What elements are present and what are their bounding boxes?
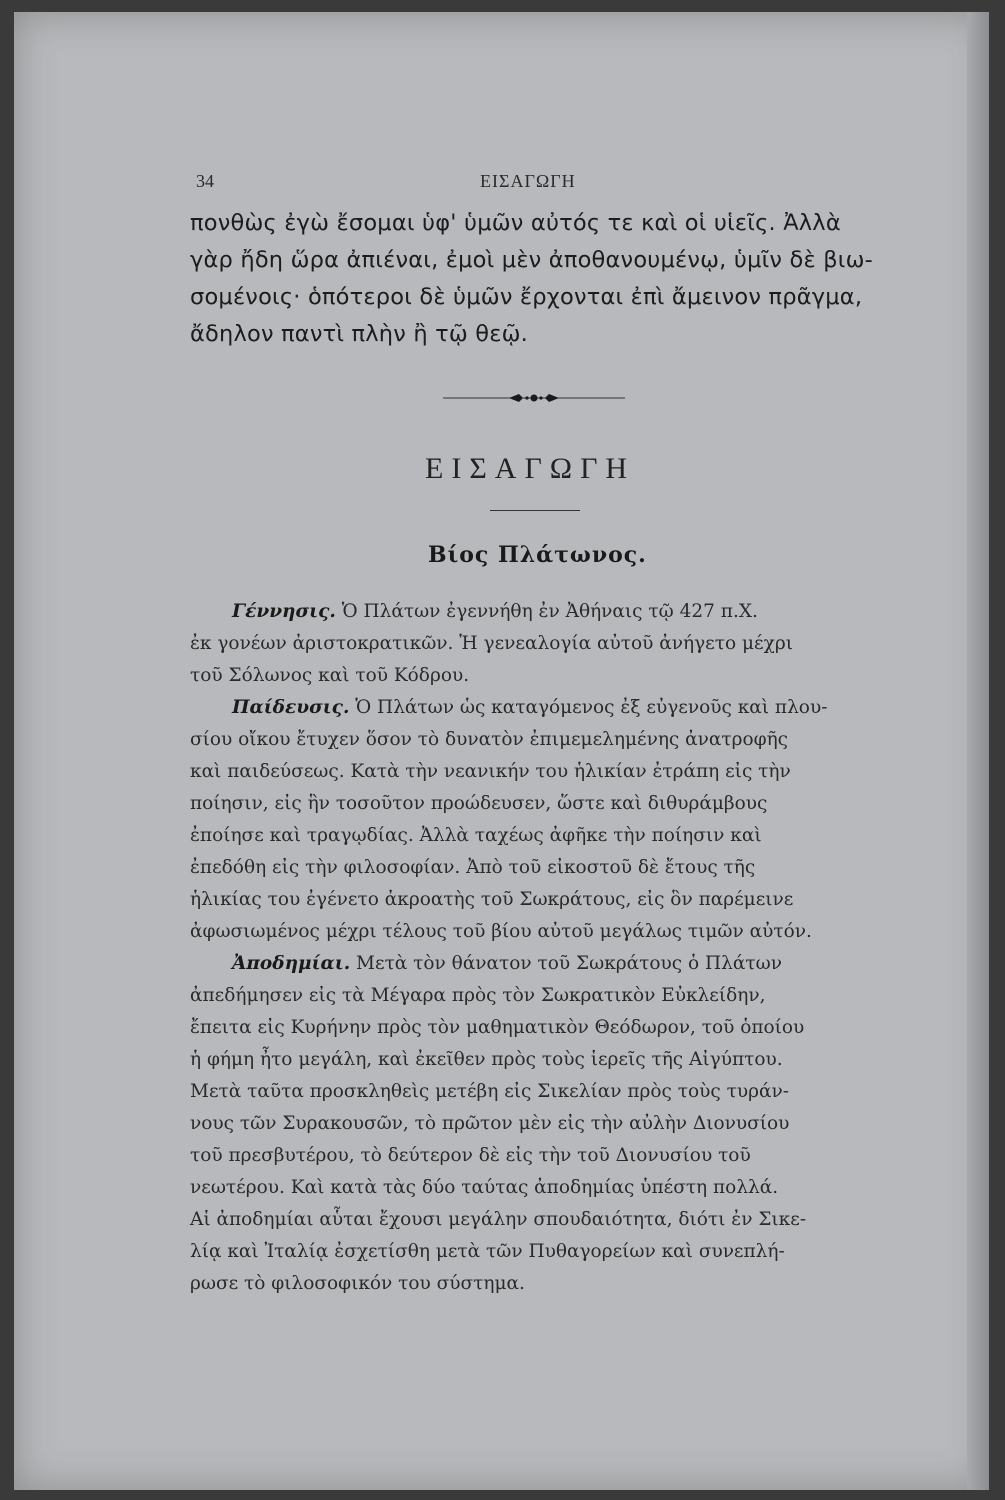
section-title: ΕΙΣΑΓΩΓΗ [425,452,636,485]
paragraph-line: καὶ παιδεύσεως. Κατὰ τὴν νεανικήν του ἡλικίαν ἐτράπη εἰς τὴν [190,761,791,782]
ornament-divider-icon [443,388,625,408]
quote-line: ἄδηλον παντὶ πλὴν ἢ τῷ θεῷ. [190,321,529,347]
quote-line: πονθὼς ἐγὼ ἔσομαι ὑφ' ὑμῶν αὐτός τε καὶ οἱ υἱεῖς. Ἀλλὰ [190,210,841,236]
body-text [190,596,878,1300]
paragraph-line: ἡ φήμη ἦτο μεγάλη, καὶ ἐκεῖθεν πρὸς τοὺς ἱερεῖς τῆς Αἰγύπτου. [190,1049,783,1070]
quote-line: σομένοις· ὁπότεροι δὲ ὑμῶν ἔρχονται ἐπὶ ἄμεινον πρᾶγμα, [190,284,863,310]
paragraph-line: σίου οἴκου ἔτυχεν ὅσον τὸ δυνατὸν ἐπιμεμελημένης ἀνατροφῆς [190,729,789,750]
paragraph-line: τοῦ Σόλωνος καὶ τοῦ Κόδρου. [190,665,470,686]
section-rule [490,510,580,511]
paragraph-line: Μετὰ ταῦτα προσκληθεὶς μετέβη εἰς Σικελίαν πρὸς τοὺς τυράν- [190,1081,789,1102]
paragraph-line: Αἱ ἀποδημίαι αὗται ἔχουσι μεγάλην σπουδαιότητα, διότι ἐν Σικε- [190,1209,807,1230]
paragraph-line: ἀπεδήμησεν εἰς τὰ Μέγαρα πρὸς τὸν Σωκρατικὸν Εὐκλείδην, [190,985,766,1006]
paragraph-line: ἐπεδόθη εἰς τὴν φιλοσοφίαν. Ἀπὸ τοῦ εἰκοστοῦ δὲ ἔτους τῆς [190,857,756,878]
page-edge-shadow [967,12,989,1490]
paragraph-line: ποίησιν, εἰς ἣν τοσοῦτον προώδευσεν, ὥστε καὶ διθυράμβους [190,793,768,814]
paragraph-line: ἔπειτα εἰς Κυρήνην πρὸς τὸν μαθηματικὸν Θεόδωρον, τοῦ ὁποίου [190,1017,805,1038]
paragraph-line [190,596,878,628]
paragraph-line: τοῦ πρεσβυτέρου, τὸ δεύτερον δὲ εἰς τὴν τοῦ Διονυσίου τοῦ [190,1145,751,1166]
paragraph-line: νους τῶν Συρακουσῶν, τὸ πρῶτον μὲν εἰς τὴν αὐλὴν Διονυσίου [190,1113,790,1134]
section-subtitle: Βίος Πλάτωνος. [428,542,647,568]
line-text: Ὁ Πλάτων ἐγεννήθη ἐν Ἀθήναις τῷ 427 π.Χ. [341,601,758,622]
paragraph-line: ἀφωσιωμένος μέχρι τέλους τοῦ βίου αὐτοῦ μεγάλως τιμῶν αὐτόν. [190,921,812,942]
paragraph-lead: Γέννησις. [232,601,336,622]
quote-line: γὰρ ἤδη ὥρα ἀπιέναι, ἐμοὶ μὲν ἀποθανουμένῳ, ὑμῖν δὲ βιω- [190,247,873,273]
line-text: Μετὰ τὸν θάνατον τοῦ Σωκράτους ὁ Πλάτων [356,953,782,974]
paragraph-line: ἐποίησε καὶ τραγῳδίας. Ἀλλὰ ταχέως ἀφῆκε τὴν ποίησιν καὶ [190,825,762,846]
page-number: 34 [196,171,214,191]
paragraph-line: ρωσε τὸ φιλοσοφικόν του σύστημα. [190,1273,525,1294]
paragraph-lead: Ἀποδημίαι. [232,953,351,974]
running-head: ΕΙΣΑΓΩΓΗ [480,171,576,191]
closing-quote [190,205,885,353]
paragraph-line: ἡλικίας του ἐγένετο ἀκροατὴς τοῦ Σωκράτους, εἰς ὃν παρέμεινε [190,889,794,910]
paragraph-line [190,948,878,980]
paragraph-line: λίᾳ καὶ Ἰταλίᾳ ἐσχετίσθη μετὰ τῶν Πυθαγορείων καὶ συνεπλή- [190,1241,785,1262]
line-text: Ὁ Πλάτων ὡς καταγόμενος ἐξ εὐγενοῦς καὶ πλου- [355,697,828,718]
paragraph-line: ἐκ γονέων ἀριστοκρατικῶν. Ἡ γενεαλογία αὐτοῦ ἀνήγετο μέχρι [190,633,793,654]
page-header [180,163,875,193]
paragraph-line [190,692,878,724]
paragraph-line: νεωτέρου. Καὶ κατὰ τὰς δύο ταύτας ἀποδημίας ὑπέστη πολλά. [190,1177,779,1198]
paragraph-lead: Παίδευσις. [232,697,350,718]
